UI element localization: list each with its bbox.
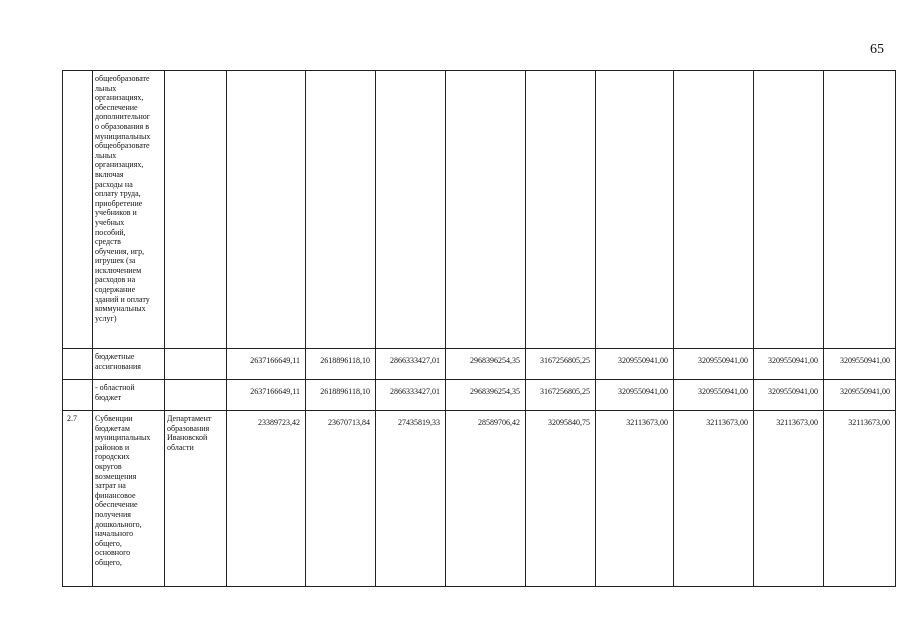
table-row xyxy=(63,349,896,380)
table-row xyxy=(63,380,896,411)
value-cell: 32113673,00 xyxy=(674,411,754,587)
row-executor xyxy=(165,380,227,411)
budget-table xyxy=(62,70,896,587)
value-cell: 2866333427,01 xyxy=(376,380,446,411)
value-cell: 3209550941,00 xyxy=(824,349,896,380)
value-cell: 3167256805,25 xyxy=(526,349,596,380)
value-cell xyxy=(824,71,896,349)
value-cell xyxy=(596,71,674,349)
value-cell: 2866333427,01 xyxy=(376,349,446,380)
value-cell: 32113673,00 xyxy=(596,411,674,587)
value-cell: 2968396254,35 xyxy=(446,349,526,380)
value-cell: 2637166649,11 xyxy=(227,380,306,411)
value-cell: 3209550941,00 xyxy=(754,380,824,411)
row-index xyxy=(63,349,93,380)
row-index: 2.7 xyxy=(63,411,93,587)
table-row xyxy=(63,71,896,349)
value-cell: 3209550941,00 xyxy=(754,349,824,380)
row-executor xyxy=(165,71,227,349)
row-executor xyxy=(165,349,227,380)
value-cell: 27435819,33 xyxy=(376,411,446,587)
value-cell: 3209550941,00 xyxy=(824,380,896,411)
row-executor: Департамент образования Ивановской области xyxy=(165,411,227,587)
value-cell xyxy=(446,71,526,349)
value-cell: 32113673,00 xyxy=(824,411,896,587)
table-row xyxy=(63,411,896,587)
value-cell: 28589706,42 xyxy=(446,411,526,587)
value-cell: 2637166649,11 xyxy=(227,349,306,380)
value-cell: 2618896118,10 xyxy=(306,349,376,380)
value-cell: 3209550941,00 xyxy=(596,380,674,411)
value-cell xyxy=(674,71,754,349)
value-cell: 32095840,75 xyxy=(526,411,596,587)
value-cell xyxy=(227,71,306,349)
value-cell xyxy=(526,71,596,349)
row-description: - областной бюджет xyxy=(93,380,165,411)
row-description: бюджетные ассигнования xyxy=(93,349,165,380)
value-cell: 2968396254,35 xyxy=(446,380,526,411)
page-number: 65 xyxy=(870,42,884,57)
value-cell: 23670713,84 xyxy=(306,411,376,587)
value-cell xyxy=(754,71,824,349)
row-index xyxy=(63,71,93,349)
value-cell: 3209550941,00 xyxy=(596,349,674,380)
value-cell: 3209550941,00 xyxy=(674,349,754,380)
value-cell: 32113673,00 xyxy=(754,411,824,587)
value-cell: 3209550941,00 xyxy=(674,380,754,411)
value-cell: 23389723,42 xyxy=(227,411,306,587)
value-cell xyxy=(376,71,446,349)
row-index xyxy=(63,380,93,411)
value-cell xyxy=(306,71,376,349)
value-cell: 2618896118,10 xyxy=(306,380,376,411)
row-description: общеобразовате льных организациях, обеспечение дополнительног о образования в муниципальных общеобразовате льных организациях, включая расходы на оплату труда, приобретение учебников и учебных пособий, средств обучения, игр, игрушек (за исключением расходов на содержание зданий и оплату коммунальных услуг) xyxy=(93,71,165,349)
value-cell: 3167256805,25 xyxy=(526,380,596,411)
row-description: Субвенции бюджетам муниципальных районов и городских округов возмещения затрат на финансовое обеспечение получения дошкольного, начального общего, основного общего, xyxy=(93,411,165,587)
